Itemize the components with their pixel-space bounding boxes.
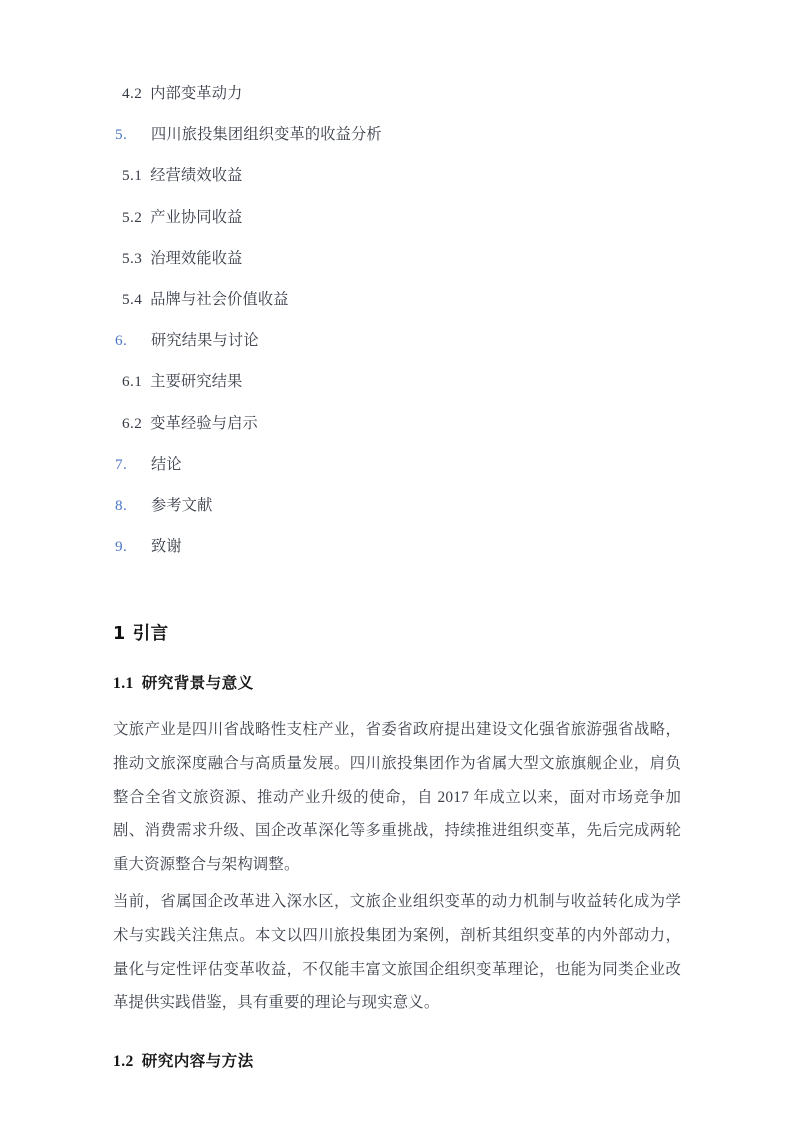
toc-entry-number: 7. <box>115 455 128 473</box>
chapter-title: 引言 <box>132 624 169 645</box>
toc-entry[interactable] <box>113 457 681 472</box>
toc-entry-number: 5. <box>115 126 128 144</box>
toc-entry[interactable] <box>113 416 681 431</box>
section-heading-1-2 <box>113 1049 681 1071</box>
toc-entry-label: 致谢 <box>151 538 182 556</box>
toc-entry[interactable] <box>113 251 681 266</box>
toc-entry[interactable] <box>113 333 681 348</box>
toc-entry-label: 品牌与社会价值收益 <box>150 291 289 309</box>
toc-entry-label: 产业协同收益 <box>150 208 243 226</box>
toc-entry-number: 5.2 <box>122 208 143 226</box>
toc-entry[interactable] <box>113 210 681 225</box>
toc-entry[interactable] <box>113 168 681 183</box>
toc-entry-number: 9. <box>115 538 128 556</box>
toc-entry-label: 内部变革动力 <box>150 85 243 102</box>
toc-entry-number: 4.2 <box>122 85 143 102</box>
toc-entry-number: 5.4 <box>122 291 143 309</box>
section-title: 研究内容与方法 <box>141 1051 254 1070</box>
spacer <box>113 645 681 671</box>
chapter-number: 1 <box>113 624 126 645</box>
toc-entry-label: 四川旅投集团组织变革的收益分析 <box>151 126 382 144</box>
section-heading-1-1 <box>113 671 681 693</box>
spacer <box>113 693 681 713</box>
toc-entry-number: 6.2 <box>122 414 143 432</box>
toc-entry-label: 变革经验与启示 <box>150 414 258 432</box>
toc-entry-label: 研究结果与讨论 <box>151 332 259 350</box>
section-title: 研究背景与意义 <box>141 674 254 693</box>
section-number: 1.1 <box>113 675 134 693</box>
page-content <box>113 86 681 1071</box>
toc-entry-label: 经营绩效收益 <box>150 167 243 185</box>
toc-entry[interactable] <box>113 127 681 142</box>
toc-entry-number: 5.3 <box>122 249 143 267</box>
chapter-heading <box>113 620 681 645</box>
toc-entry[interactable] <box>113 498 681 513</box>
toc-entry-number: 5.1 <box>122 167 143 185</box>
body-paragraph: 文旅产业是四川省战略性支柱产业，省委省政府提出建设文化强省旅游强省战略，推动文旅深度融合与高质量发展。四川旅投集团作为省属大型文旅旗舰企业，肩负整合全省文旅资源、推动产业升级的使命，自 2017 年成立以来，面对市场竞争加剧、消费需求升级、国企改革深化等多重挑战，持续推进组织变革，先后完成两轮重大资源整合与架构调整。 <box>113 721 681 873</box>
toc-entry-label: 参考文献 <box>151 497 213 515</box>
toc-entry[interactable] <box>113 374 681 389</box>
spacer <box>113 1020 681 1049</box>
toc-entry-number: 8. <box>115 497 128 515</box>
spacer <box>113 580 681 620</box>
toc-entry[interactable] <box>113 539 681 554</box>
toc-entry-label: 主要研究结果 <box>150 373 243 391</box>
toc-entry[interactable] <box>113 86 681 101</box>
toc-entry-label: 治理效能收益 <box>150 249 243 267</box>
toc-entry[interactable] <box>113 292 681 307</box>
body-paragraph: 当前，省属国企改革进入深水区，文旅企业组织变革的动力机制与收益转化成为学术与实践关注焦点。本文以四川旅投集团为案例，剖析其组织变革的内外部动力，量化与定性评估变革收益，不仅能丰富文旅国企组织变革理论，也能为同类企业改革提供实践借鉴，具有重要的理论与现实意义。 <box>113 893 681 1012</box>
table-of-contents <box>113 86 681 554</box>
toc-entry-label: 结论 <box>151 455 182 473</box>
toc-entry-number: 6. <box>115 332 128 350</box>
section-number: 1.2 <box>113 1052 134 1070</box>
toc-entry-number: 6.1 <box>122 373 143 391</box>
